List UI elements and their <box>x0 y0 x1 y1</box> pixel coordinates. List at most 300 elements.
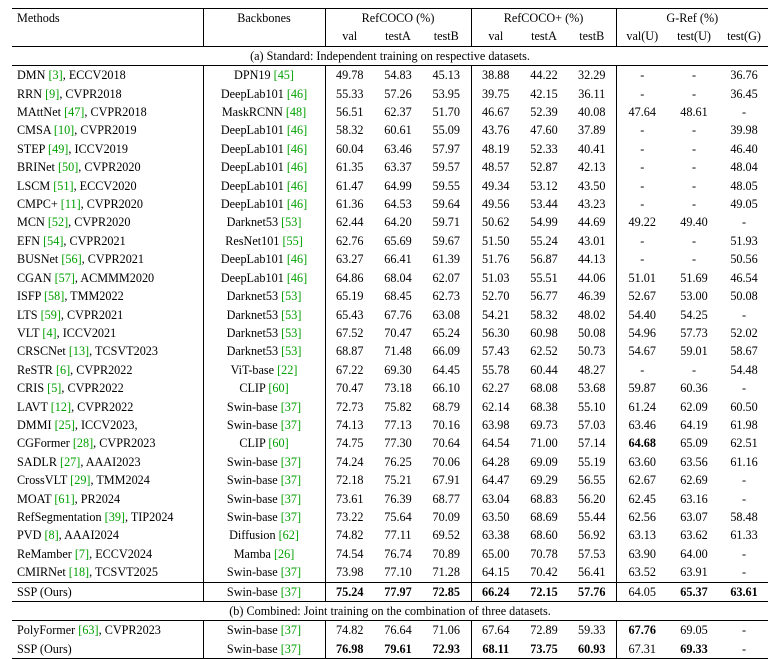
score-cell: 56.55 <box>578 473 606 488</box>
score-cell: - <box>616 121 668 139</box>
table-row <box>12 269 768 287</box>
score-cell: 62.45 <box>616 490 668 508</box>
citation-link[interactable]: [11] <box>60 197 81 212</box>
score-cell: 74.82 <box>325 621 374 640</box>
score-cell: 70.16 <box>432 417 460 432</box>
citation-link[interactable]: [37] <box>280 417 302 432</box>
score-cell: - <box>616 250 668 268</box>
section-b-row <box>12 602 768 621</box>
score-cell: 55.10 <box>578 399 606 414</box>
citation-link[interactable]: [37] <box>280 641 302 656</box>
score-cell: 67.22 <box>325 361 374 379</box>
citation-link[interactable]: [51] <box>53 178 74 193</box>
score-cell: 57.53 <box>578 546 606 561</box>
citation-link[interactable]: [46] <box>286 197 308 212</box>
method-name: PVD <box>17 528 42 543</box>
backbone-name: CLIP <box>239 381 266 396</box>
citation-link[interactable]: [52] <box>47 215 69 230</box>
score-cell: 74.75 <box>325 434 374 452</box>
backbone-name: DeepLab101 <box>220 160 284 175</box>
score-cell: 69.30 <box>384 362 412 377</box>
score-cell: 51.93 <box>730 233 758 248</box>
method-cell <box>12 361 203 379</box>
method-name: RefSegmentation <box>17 509 102 524</box>
score-cell: 56.77 <box>530 289 558 304</box>
method-venue: , CVPR2022 <box>71 399 134 414</box>
table-row <box>12 342 768 360</box>
table-row <box>12 324 768 342</box>
method-cell <box>12 85 203 103</box>
score-cell: 73.75 <box>520 640 568 659</box>
method-name: EFN <box>17 233 41 248</box>
score-cell: 64.19 <box>680 417 708 432</box>
score-cell: 70.47 <box>384 325 412 340</box>
score-cell: 73.18 <box>384 381 412 396</box>
table-row <box>12 85 768 103</box>
citation-link[interactable]: [54] <box>43 233 64 248</box>
citation-link[interactable]: [49] <box>48 141 69 156</box>
score-cell: 55.24 <box>530 233 558 248</box>
citation-link[interactable]: [60] <box>268 436 289 451</box>
score-cell: 76.25 <box>384 454 412 469</box>
score-cell: 32.29 <box>578 68 606 83</box>
citation-link[interactable]: [46] <box>286 270 308 285</box>
score-cell: 51.50 <box>471 232 520 250</box>
citation-link[interactable]: [46] <box>286 178 308 193</box>
score-cell: 53.44 <box>530 197 558 212</box>
method-name: MOAT <box>17 491 52 506</box>
score-cell: 66.41 <box>384 252 412 267</box>
score-cell: 46.67 <box>471 103 520 121</box>
citation-link[interactable]: [59] <box>40 307 61 322</box>
score-cell: 45.13 <box>432 68 460 83</box>
score-cell: 62.27 <box>471 379 520 397</box>
score-cell: 57.03 <box>578 417 606 432</box>
backbone-name: DPN19 <box>234 68 271 83</box>
backbone-name: Darknet53 <box>226 307 279 322</box>
score-cell: 38.88 <box>471 66 520 85</box>
score-cell: 63.90 <box>616 545 668 563</box>
score-cell: 55.51 <box>530 270 558 285</box>
method-venue: , TIP2024 <box>124 509 174 524</box>
score-cell: 43.50 <box>578 178 606 193</box>
table-row <box>12 582 768 601</box>
score-cell: 63.98 <box>471 416 520 434</box>
method-venue: , ECCV2024 <box>89 546 153 561</box>
score-cell: 60.04 <box>325 140 374 158</box>
score-cell: 55.19 <box>578 454 606 469</box>
score-cell: - <box>691 160 697 175</box>
citation-link[interactable]: [53] <box>281 307 302 322</box>
score-cell: - <box>616 158 668 176</box>
score-cell: 40.41 <box>578 141 606 156</box>
score-cell: 65.09 <box>680 436 708 451</box>
method-venue: , CVPR2021 <box>81 252 144 267</box>
score-cell: 64.54 <box>471 434 520 452</box>
score-cell: 53.00 <box>680 289 708 304</box>
method-cell <box>12 526 203 544</box>
citation-link[interactable]: [8] <box>44 528 59 543</box>
table-row <box>12 306 768 324</box>
score-cell: 49.05 <box>730 197 758 212</box>
score-cell: 65.24 <box>432 325 460 340</box>
backbone-name: Swin-base <box>226 565 278 580</box>
score-cell: 77.13 <box>384 417 412 432</box>
citation-link[interactable]: [56] <box>61 252 82 267</box>
gref-header: G-Ref (%) <box>616 9 768 28</box>
score-cell: 52.33 <box>530 141 558 156</box>
citation-link[interactable]: [60] <box>268 381 289 396</box>
score-cell: - <box>691 252 697 267</box>
citation-link[interactable]: [3] <box>48 68 63 83</box>
citation-link[interactable]: [62] <box>278 528 299 543</box>
table-row <box>12 177 768 195</box>
method-name: MCN <box>17 215 45 230</box>
citation-link[interactable]: [10] <box>53 123 75 138</box>
score-cell: 67.31 <box>616 640 668 659</box>
method-cell <box>12 508 203 526</box>
score-cell: 61.16 <box>730 454 758 469</box>
score-cell: 69.05 <box>680 623 708 638</box>
backbone-cell <box>203 508 325 526</box>
method-venue: , CVPR2020 <box>78 160 141 175</box>
backbone-name: DeepLab101 <box>220 86 284 101</box>
score-cell: 48.05 <box>730 178 758 193</box>
score-cell: 71.48 <box>384 344 412 359</box>
backbone-cell <box>203 158 325 176</box>
score-cell: 77.97 <box>374 582 422 601</box>
score-cell: 64.53 <box>384 197 412 212</box>
backbone-name: Swin-base <box>226 641 278 656</box>
score-cell: 69.52 <box>432 528 460 543</box>
score-cell: 68.45 <box>384 289 412 304</box>
score-cell: 69.09 <box>530 454 558 469</box>
score-cell: 64.47 <box>471 471 520 489</box>
citation-link[interactable]: [37] <box>280 623 302 638</box>
citation-link[interactable]: [57] <box>54 270 75 285</box>
citation-link[interactable]: [18] <box>68 565 90 580</box>
score-cell: 77.11 <box>384 528 412 543</box>
score-cell: - <box>691 68 697 83</box>
citation-link[interactable]: [26] <box>273 546 295 561</box>
score-cell: 44.13 <box>578 252 606 267</box>
method-venue: , CVPR2023 <box>98 623 161 638</box>
backbone-cell <box>203 471 325 489</box>
score-cell: 50.56 <box>730 252 758 267</box>
score-cell: - <box>691 197 697 212</box>
score-cell: 42.15 <box>530 86 558 101</box>
score-cell: 54.40 <box>616 306 668 324</box>
backbone-name: Swin-base <box>226 584 278 599</box>
method-venue: , CVPR2023 <box>93 436 156 451</box>
backbone-cell <box>203 416 325 434</box>
citation-link[interactable]: [46] <box>286 160 308 175</box>
score-cell: 39.75 <box>471 85 520 103</box>
score-cell: 61.98 <box>730 417 758 432</box>
backbone-cell <box>203 563 325 582</box>
score-cell: 64.28 <box>471 453 520 471</box>
score-cell: 48.02 <box>578 307 606 322</box>
score-cell: 64.99 <box>384 178 412 193</box>
score-cell: 52.67 <box>616 287 668 305</box>
citation-link[interactable]: [5] <box>47 381 62 396</box>
score-cell: - <box>691 362 697 377</box>
method-venue: , AAAI2023 <box>80 454 141 469</box>
backbone-name: Darknet53 <box>226 215 279 230</box>
score-cell: 62.67 <box>616 471 668 489</box>
method-cell <box>12 490 203 508</box>
score-cell: 59.71 <box>432 215 460 230</box>
score-cell: 54.67 <box>616 342 668 360</box>
score-cell: 76.39 <box>384 491 412 506</box>
score-cell: 56.92 <box>578 528 606 543</box>
citation-link[interactable]: [46] <box>286 141 308 156</box>
score-cell: 62.51 <box>730 436 758 451</box>
score-cell: 63.60 <box>616 453 668 471</box>
method-name: ReMamber <box>17 546 72 561</box>
score-cell: 43.23 <box>578 197 606 212</box>
score-cell: 54.96 <box>616 324 668 342</box>
citation-link[interactable]: [37] <box>280 399 302 414</box>
citation-link[interactable]: [39] <box>104 509 125 524</box>
method-name: CGAN <box>17 270 52 285</box>
score-cell: 44.22 <box>530 68 558 83</box>
score-cell: 50.73 <box>578 344 606 359</box>
score-cell: 67.76 <box>616 621 668 640</box>
score-cell: 49.22 <box>616 213 668 231</box>
score-cell: 60.50 <box>730 399 758 414</box>
score-cell: 68.77 <box>432 491 460 506</box>
score-cell: 54.48 <box>730 362 758 377</box>
score-cell: 52.39 <box>530 105 558 120</box>
score-cell: 64.05 <box>616 582 668 601</box>
score-cell: 65.37 <box>668 582 720 601</box>
score-cell: 36.45 <box>730 86 758 101</box>
citation-link[interactable]: [9] <box>45 86 60 101</box>
citation-link[interactable]: [22] <box>277 362 298 377</box>
citation-link[interactable]: [28] <box>72 436 94 451</box>
score-cell: 58.32 <box>530 307 558 322</box>
score-cell: 75.82 <box>384 399 412 414</box>
citation-link[interactable]: [4] <box>42 325 57 340</box>
score-cell: 65.19 <box>325 287 374 305</box>
score-cell: 68.38 <box>530 399 558 414</box>
score-cell: 62.56 <box>616 508 668 526</box>
split-header: test(U) <box>677 29 711 44</box>
score-cell: 67.91 <box>432 473 460 488</box>
score-cell: 70.78 <box>530 546 558 561</box>
score-cell: 59.01 <box>680 344 708 359</box>
table-row <box>12 563 768 582</box>
backbone-name: Swin-base <box>226 623 278 638</box>
citation-link[interactable]: [53] <box>281 215 302 230</box>
citation-link[interactable]: [29] <box>70 473 91 488</box>
method-venue: , ICCV2021 <box>56 325 117 340</box>
backbone-name: DeepLab101 <box>220 252 284 267</box>
score-cell: 62.69 <box>680 473 708 488</box>
score-cell: 79.61 <box>374 640 422 659</box>
backbone-name: Diffusion <box>229 528 276 543</box>
methods-header: Methods <box>12 9 203 28</box>
split-header: testA <box>385 29 411 44</box>
citation-link[interactable]: [37] <box>280 584 302 599</box>
score-cell: 56.41 <box>578 565 606 580</box>
score-cell: 52.02 <box>730 325 758 340</box>
citation-link[interactable]: [46] <box>286 123 308 138</box>
score-cell: 62.09 <box>680 399 708 414</box>
score-cell: 73.61 <box>325 490 374 508</box>
score-cell: - <box>742 491 747 506</box>
citation-link[interactable]: [53] <box>281 325 302 340</box>
score-cell: 48.61 <box>680 105 708 120</box>
citation-link[interactable]: [53] <box>281 289 302 304</box>
score-cell: 54.99 <box>530 215 558 230</box>
backbone-name: DeepLab101 <box>220 141 284 156</box>
citation-link[interactable]: [27] <box>60 454 81 469</box>
method-venue: , PR2024 <box>74 491 121 506</box>
method-cell <box>12 232 203 250</box>
backbone-cell <box>203 103 325 121</box>
backbone-cell <box>203 621 325 640</box>
citation-link[interactable]: [37] <box>280 454 302 469</box>
method-name: DMN <box>17 68 46 83</box>
score-cell: 72.89 <box>530 623 558 638</box>
backbone-cell <box>203 434 325 452</box>
method-cell <box>12 250 203 268</box>
method-cell <box>12 342 203 360</box>
score-cell: 68.79 <box>432 399 460 414</box>
citation-link[interactable]: [7] <box>74 546 90 561</box>
table-row <box>12 213 768 231</box>
citation-link[interactable]: [47] <box>64 105 85 120</box>
score-cell: 50.08 <box>578 325 606 340</box>
citation-link[interactable]: [58] <box>44 289 65 304</box>
citation-link[interactable]: [53] <box>281 344 302 359</box>
method-name: CRIS <box>17 381 45 396</box>
table-row <box>12 453 768 471</box>
score-cell: - <box>720 640 768 659</box>
score-cell: - <box>691 233 697 248</box>
header-row-splits <box>12 27 768 46</box>
backbone-cell <box>203 526 325 544</box>
citation-link[interactable]: [50] <box>57 160 79 175</box>
score-cell: 56.51 <box>325 103 374 121</box>
score-cell: 69.29 <box>530 473 558 488</box>
section-a-caption: (a) Standard: Independent training on respective datasets. <box>12 46 768 65</box>
backbone-cell <box>203 177 325 195</box>
score-cell: 60.44 <box>530 362 558 377</box>
score-cell: 62.07 <box>432 270 460 285</box>
score-cell: 68.08 <box>530 381 558 396</box>
backbone-name: MaskRCNN <box>221 105 283 120</box>
score-cell: 60.61 <box>384 123 412 138</box>
citation-link[interactable]: [61] <box>54 491 75 506</box>
citation-link[interactable]: [63] <box>78 623 99 638</box>
method-cell <box>12 103 203 121</box>
table-row <box>12 287 768 305</box>
method-cell <box>12 306 203 324</box>
score-cell: 72.18 <box>325 471 374 489</box>
score-cell: 68.11 <box>471 640 520 659</box>
score-cell: 58.32 <box>325 121 374 139</box>
score-cell: 74.54 <box>325 545 374 563</box>
citation-link[interactable]: [37] <box>280 473 302 488</box>
score-cell: - <box>616 177 668 195</box>
score-cell: 63.61 <box>720 582 768 601</box>
backbones-header: Backbones <box>203 9 325 28</box>
score-cell: - <box>742 623 747 638</box>
method-cell <box>12 545 203 563</box>
method-venue: , TCSVT2023 <box>89 344 158 359</box>
score-cell: 50.08 <box>730 289 758 304</box>
score-cell: 62.44 <box>325 213 374 231</box>
score-cell: 63.04 <box>471 490 520 508</box>
score-cell: 72.93 <box>422 640 471 659</box>
score-cell: 62.73 <box>432 289 460 304</box>
method-venue: , CVPR2021 <box>63 233 126 248</box>
citation-link[interactable]: [6] <box>55 362 71 377</box>
score-cell: 63.37 <box>384 160 412 175</box>
score-cell: 64.15 <box>471 563 520 582</box>
score-cell: - <box>691 178 697 193</box>
score-cell: 71.06 <box>432 623 460 638</box>
score-cell: 58.48 <box>730 509 758 524</box>
score-cell: 70.89 <box>432 546 460 561</box>
method-venue: , ACMMM2020 <box>74 270 155 285</box>
score-cell: 70.06 <box>432 454 460 469</box>
score-cell: 67.64 <box>471 621 520 640</box>
method-venue: , TMM2024 <box>90 473 150 488</box>
score-cell: - <box>616 232 668 250</box>
score-cell: 63.52 <box>616 563 668 582</box>
backbone-name: Darknet53 <box>226 325 279 340</box>
score-cell: 54.25 <box>680 307 708 322</box>
citation-link[interactable]: [48] <box>285 105 307 120</box>
citation-link[interactable]: [45] <box>273 68 294 83</box>
score-cell: - <box>742 565 747 580</box>
split-header: test(G) <box>727 29 761 44</box>
method-venue: , CVPR2022 <box>70 362 133 377</box>
score-cell: 52.87 <box>530 160 558 175</box>
citation-link[interactable]: [37] <box>280 491 302 506</box>
score-cell: 67.76 <box>384 307 412 322</box>
score-cell: 67.52 <box>325 324 374 342</box>
citation-link[interactable]: [13] <box>68 344 90 359</box>
score-cell: 63.13 <box>616 526 668 544</box>
section-a-row <box>12 46 768 65</box>
score-cell: 69.73 <box>530 417 558 432</box>
score-cell: - <box>742 307 747 322</box>
score-cell: 59.57 <box>432 160 460 175</box>
backbone-name: Swin-base <box>226 491 278 506</box>
citation-link[interactable]: [37] <box>280 509 302 524</box>
refcoco-header: RefCOCO (%) <box>325 9 471 28</box>
score-cell: 55.78 <box>471 361 520 379</box>
citation-link[interactable]: [12] <box>50 399 72 414</box>
citation-link[interactable]: [55] <box>282 233 303 248</box>
backbone-name: CLIP <box>239 436 266 451</box>
citation-link[interactable]: [46] <box>286 86 308 101</box>
method-cell <box>12 416 203 434</box>
score-cell: 51.76 <box>471 250 520 268</box>
score-cell: 61.47 <box>325 177 374 195</box>
citation-link[interactable]: [46] <box>286 252 308 267</box>
score-cell: 40.08 <box>578 105 606 120</box>
citation-link[interactable]: [37] <box>280 565 302 580</box>
table-row <box>12 545 768 563</box>
score-cell: - <box>742 105 747 120</box>
citation-link[interactable]: [25] <box>54 417 75 432</box>
